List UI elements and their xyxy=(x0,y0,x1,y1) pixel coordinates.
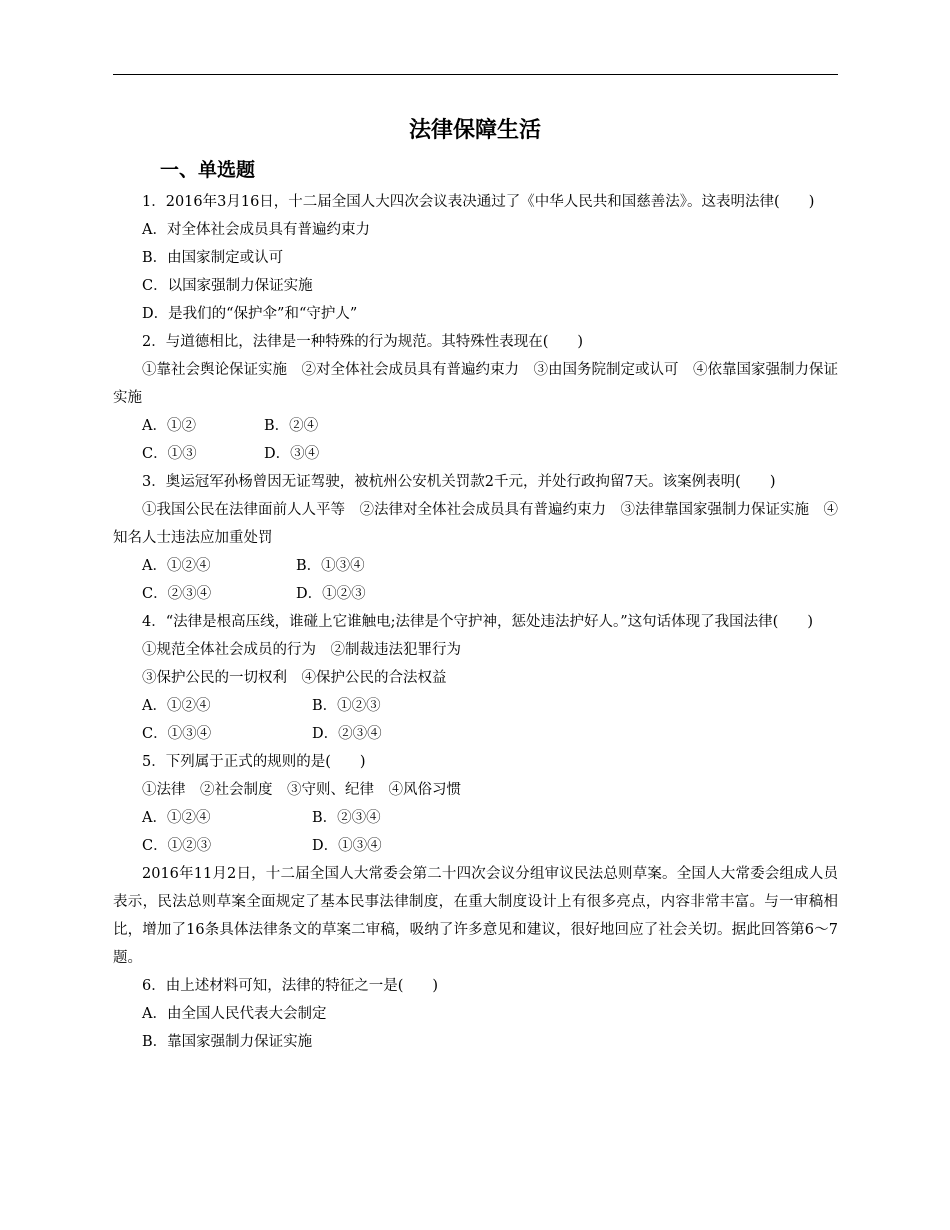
option: A．①②④ xyxy=(142,698,211,714)
question-stem: 2．与道德相比，法律是一种特殊的行为规范。其特殊性表现在( ) xyxy=(142,334,584,350)
option-row xyxy=(113,440,838,468)
question-statements: ①法律 ②社会制度 ③守则、纪律 ④风俗习惯 xyxy=(142,782,461,798)
option: A．①②④ xyxy=(142,558,211,574)
question-statements: ①靠社会舆论保证实施 ②对全体社会成员具有普遍约束力 ③由国务院制定或认可 ④依靠国家强制力保证实施 xyxy=(113,362,838,406)
option: D．①②③ xyxy=(296,586,366,602)
option: B．由国家制定或认可 xyxy=(142,250,284,266)
option: B．①②③ xyxy=(312,698,381,714)
question-stem: 6．由上述材料可知，法律的特征之一是( ) xyxy=(142,978,439,994)
option-row xyxy=(113,804,838,832)
question-statements: ①规范全体社会成员的行为 ②制裁违法犯罪行为 xyxy=(142,642,461,658)
option: D．①③④ xyxy=(312,838,382,854)
option: D．是我们的“保护伞”和“守护人” xyxy=(142,306,358,322)
option: C．②③④ xyxy=(142,586,212,602)
reading-material: 2016年11月2日，十二届全国人大常委会第二十四次会议分组审议民法总则草案。全国人大常委会组成人员表示，民法总则草案全面规定了基本民事法律制度，在重大制度设计上有很多亮点，内容非常丰富。与一审稿相比，增加了16条具体法律条文的草案二审稿，吸纳了许多意见和建议，很好地回应了社会关切。据此回答第6～7题。 xyxy=(113,866,838,966)
section-heading: 一、单选题 xyxy=(160,159,256,181)
option: A．①②④ xyxy=(142,810,211,826)
option: D．③④ xyxy=(264,446,320,462)
question-statements: ①我国公民在法律面前人人平等 ②法律对全体社会成员具有普遍约束力 ③法律靠国家强制力保证实施 ④知名人士违法应加重处罚 xyxy=(113,502,838,546)
option: B．②④ xyxy=(264,418,319,434)
option-row xyxy=(113,412,838,440)
option-row xyxy=(113,552,838,580)
option: C．以国家强制力保证实施 xyxy=(142,278,313,294)
option: B．①③④ xyxy=(296,558,365,574)
option: C．①②③ xyxy=(142,838,212,854)
option-row xyxy=(113,832,838,860)
option: A．①② xyxy=(142,418,196,434)
option-row xyxy=(113,580,838,608)
question-list xyxy=(113,188,838,1056)
header-rule xyxy=(113,74,838,75)
question-stem: 3．奥运冠军孙杨曾因无证驾驶，被杭州公安机关罚款2千元，并处行政拘留7天。该案例表明( ) xyxy=(142,474,776,490)
option-row xyxy=(113,720,838,748)
question-stem: 4．“法律是根高压线，谁碰上它谁触电;法律是个守护神，惩处违法护好人。”这句话体现了我国法律( ) xyxy=(142,614,813,630)
question-stem: 5．下列属于正式的规则的是( ) xyxy=(142,754,366,770)
question-statements: ③保护公民的一切权利 ④保护公民的合法权益 xyxy=(142,670,447,686)
option: C．①③④ xyxy=(142,726,212,742)
question-stem: 1．2016年3月16日，十二届全国人大四次会议表决通过了《中华人民共和国慈善法》。这表明法律( ) xyxy=(142,194,815,210)
option: D．②③④ xyxy=(312,726,382,742)
option: B．靠国家强制力保证实施 xyxy=(142,1034,313,1050)
page-title: 法律保障生活 xyxy=(408,118,541,143)
option: A．对全体社会成员具有普遍约束力 xyxy=(142,222,370,238)
option: A．由全国人民代表大会制定 xyxy=(142,1006,327,1022)
option: C．①③ xyxy=(142,446,197,462)
option-row xyxy=(113,692,838,720)
option: B．②③④ xyxy=(312,810,381,826)
